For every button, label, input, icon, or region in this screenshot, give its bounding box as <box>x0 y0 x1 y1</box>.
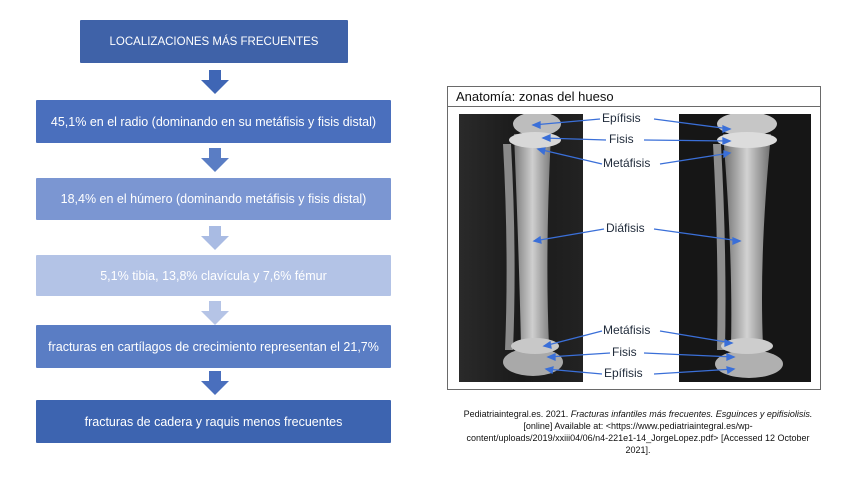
flow-step-humero <box>36 178 391 220</box>
caption-title: Fracturas infantiles más frecuentes. Esguinces y epifisiolisis. <box>570 409 813 419</box>
label-metafisis-top: Metáfisis <box>603 156 651 170</box>
label-fisis-top: Fisis <box>609 132 634 146</box>
down-arrow-icon <box>201 148 229 172</box>
flow-step-heading <box>80 20 348 63</box>
label-diafisis: Diáfisis <box>606 221 645 235</box>
flow-step-humero-text: 18,4% en el húmero (dominando metáfisis y fisis distal) <box>60 192 367 206</box>
flow-step-cadera-text: fracturas de cadera y raquis menos frecuentes <box>84 414 343 429</box>
figure-caption <box>458 408 818 456</box>
down-arrow-icon <box>201 301 229 325</box>
caption-source: Pediatriaintegral.es. 2021. <box>463 409 571 419</box>
figure-title: Anatomía: zonas del hueso <box>456 89 614 104</box>
down-arrow-icon <box>201 371 229 395</box>
label-epifisis-bottom: Epífisis <box>604 366 643 380</box>
flow-step-cartilagos-text: fracturas en cartílagos de crecimiento representan el 21,7% <box>48 339 379 354</box>
flow-step-heading-text: LOCALIZACIONES MÁS FRECUENTES <box>109 35 319 48</box>
caption-rest: [online] Available at: <https://www.pediatriaintegral.es/wp-content/uploads/2019/xxiii04/06/n4-221e1-14_JorgeLopez.pdf> [Accessed 12 October 2021]. <box>466 421 810 455</box>
label-metafisis-bottom: Metáfisis <box>603 323 651 337</box>
flow-step-radio-text: 45,1% en el radio (dominando en su metáfisis y fisis distal) <box>50 114 377 129</box>
flow-step-radio <box>36 100 391 143</box>
flow-step-tibia <box>36 255 391 296</box>
down-arrow-icon <box>201 70 229 94</box>
flow-step-cartilagos <box>36 325 391 368</box>
flow-step-cadera <box>36 400 391 443</box>
label-fisis-bottom: Fisis <box>612 345 637 359</box>
flow-step-tibia-text: 5,1% tibia, 13,8% clavícula y 7,6% fémur <box>100 268 327 283</box>
down-arrow-icon <box>201 226 229 250</box>
label-epifisis-top: Epífisis <box>602 111 641 125</box>
bone-anatomy-figure <box>447 86 821 390</box>
